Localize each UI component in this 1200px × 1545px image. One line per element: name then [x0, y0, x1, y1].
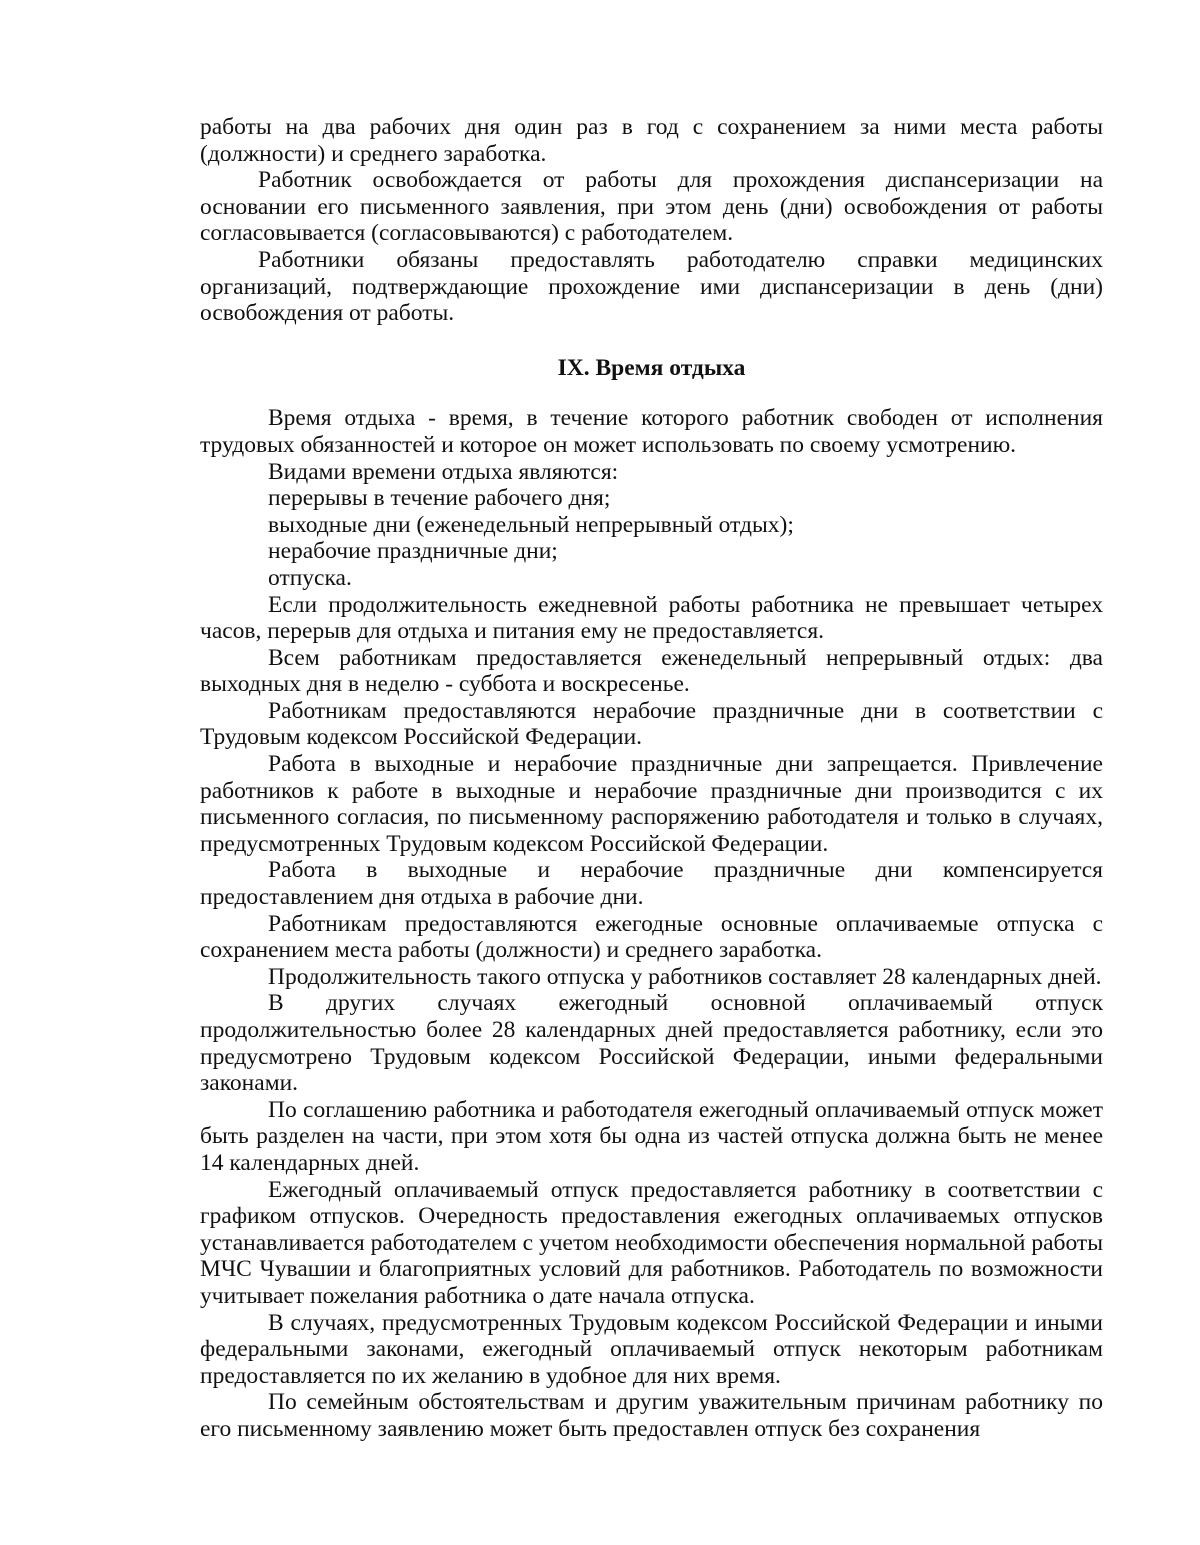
paragraph: По соглашению работника и работодателя ежегодный оплачиваемый отпуск может быть разделен на части, при этом хотя бы одна из частей отпуска должна быть не менее 14 календарных дней. — [200, 1096, 1103, 1176]
paragraph: Ежегодный оплачиваемый отпуск предоставляется работнику в соответствии с графиком отпусков. Очередность предоставления ежегодных оплачиваемых отпусков устанавливается работодателем с учетом необходимости обеспечения нормальной работы МЧС Чувашии и благоприятных условий для работников. Работодатель по возможности учитывает пожелания работника о дате начала отпуска. — [200, 1176, 1103, 1309]
paragraph: Работа в выходные и нерабочие праздничные дни запрещается. Привлечение работников к работе в выходные и нерабочие праздничные дни производится с их письменного согласия, по письменному распоряжению работодателя и только в случаях, предусмотренных Трудовым кодексом Российской Федерации. — [200, 751, 1103, 857]
document-page — [200, 114, 1103, 1443]
paragraph: В случаях, предусмотренных Трудовым кодексом Российской Федерации и иными федеральными законами, ежегодный оплачиваемый отпуск некоторым работникам предоставляется по их желанию в удобное для них время. — [200, 1309, 1103, 1389]
paragraph-definition: Время отдыха - время, в течение которого работник свободен от исполнения трудовых обязанностей и которое он может использовать по своему усмотрению. — [200, 405, 1103, 458]
paragraph: Если продолжительность ежедневной работы работника не превышает четырех часов, перерыв для отдыха и питания ему не предоставляется. — [200, 591, 1103, 645]
paragraph: В других случаях ежегодный основной оплачиваемый отпуск продолжительностью более 28 календарных дней предоставляется работнику, если это предусмотрено Трудовым кодексом Российской Федерации, иными федеральными законами. — [200, 990, 1103, 1097]
paragraph: Работа в выходные и нерабочие праздничные дни компенсируется предоставлением дня отдыха в рабочие дни. — [200, 857, 1103, 911]
paragraph: По семейным обстоятельствам и другим уважительным причинам работнику по его письменному заявлению может быть предоставлен отпуск без сохранения — [200, 1389, 1103, 1442]
paragraph: Всем работникам предоставляется еженедельный непрерывный отдых: два выходных дня в неделю - суббота и воскресенье. — [200, 644, 1103, 698]
paragraph-intro-1: работы на два рабочих дня один раз в год с сохранением за ними места работы (должности) и среднего заработка. — [200, 114, 1103, 167]
section-heading: IX. Время отдыха — [557, 354, 746, 381]
list-item: нерабочие праздничные дни; — [268, 538, 558, 565]
types-intro: Видами времени отдыха являются: — [268, 458, 619, 485]
paragraph-intro-2: Работник освобождается от работы для прохождения диспансеризации на основании его письменного заявления, при этом день (дни) освобождения от работы согласовывается (согласовываются) с работодателем. — [200, 167, 1103, 247]
list-item: отпуска. — [268, 564, 352, 591]
list-item: выходные дни (еженедельный непрерывный отдых); — [268, 511, 794, 538]
paragraph: Работникам предоставляются нерабочие праздничные дни в соответствии с Трудовым кодексом Российской Федерации. — [200, 697, 1103, 751]
list-item: перерывы в течение рабочего дня; — [268, 485, 611, 512]
paragraph: Продолжительность такого отпуска у работников составляет 28 календарных дней. — [268, 963, 1102, 990]
paragraph-intro-3: Работники обязаны предоставлять работодателю справки медицинских организаций, подтверждающие прохождение ими диспансеризации в день (дни) освобождения от работы. — [200, 246, 1103, 327]
paragraph: Работникам предоставляются ежегодные основные оплачиваемые отпуска с сохранением места работы (должности) и среднего заработка. — [200, 910, 1103, 964]
